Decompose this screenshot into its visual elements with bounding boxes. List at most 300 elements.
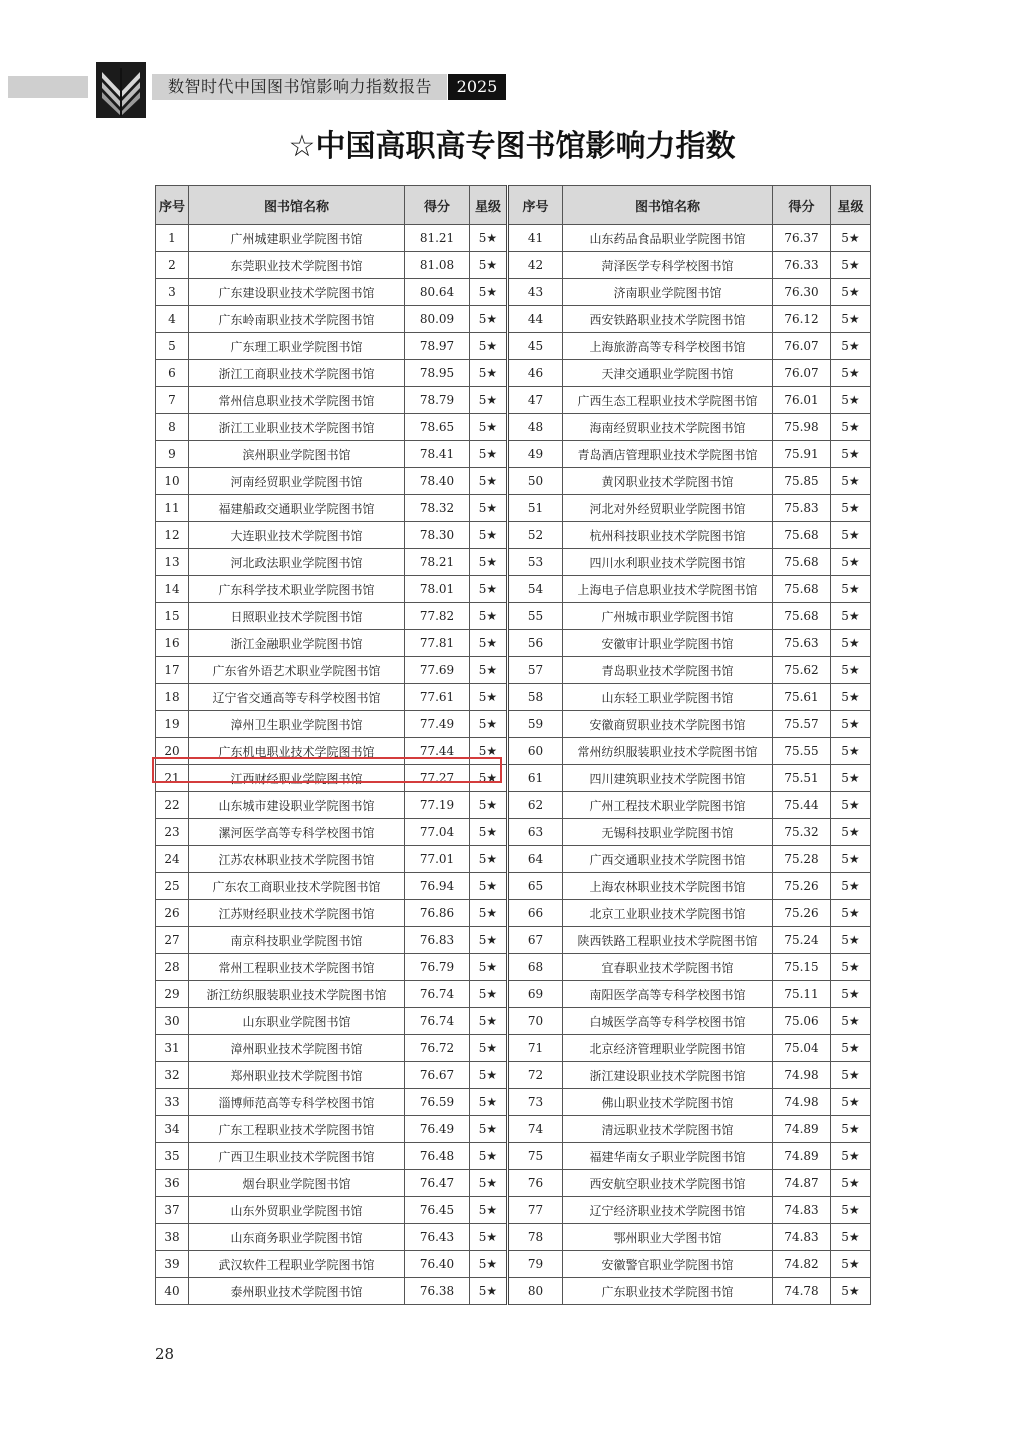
score-cell: 76.83 [405, 927, 470, 954]
score-cell: 80.64 [405, 279, 470, 306]
rank-cell: 64 [508, 846, 563, 873]
score-cell: 74.87 [773, 1170, 831, 1197]
star-rating-cell: 5★ [470, 306, 508, 333]
rank-cell: 45 [508, 333, 563, 360]
star-rating-cell: 5★ [470, 522, 508, 549]
rank-cell: 79 [508, 1251, 563, 1278]
column-header: 图书馆名称 [189, 186, 405, 225]
library-name-cell: 辽宁经济职业技术学院图书馆 [563, 1197, 773, 1224]
rank-cell: 12 [156, 522, 189, 549]
library-name-cell: 广东农工商职业技术学院图书馆 [189, 873, 405, 900]
score-cell: 78.95 [405, 360, 470, 387]
rank-cell: 34 [156, 1116, 189, 1143]
column-header: 序号 [508, 186, 563, 225]
library-name-cell: 漳州职业技术学院图书馆 [189, 1035, 405, 1062]
score-cell: 75.83 [773, 495, 831, 522]
score-cell: 74.98 [773, 1062, 831, 1089]
score-cell: 77.69 [405, 657, 470, 684]
star-rating-cell: 5★ [470, 225, 508, 252]
score-cell: 77.27 [405, 765, 470, 792]
library-name-cell: 浙江建设职业技术学院图书馆 [563, 1062, 773, 1089]
rank-cell: 74 [508, 1116, 563, 1143]
library-name-cell: 广东工程职业技术学院图书馆 [189, 1116, 405, 1143]
rank-cell: 19 [156, 711, 189, 738]
library-name-cell: 上海农林职业技术学院图书馆 [563, 873, 773, 900]
star-rating-cell: 5★ [831, 1062, 871, 1089]
rank-cell: 40 [156, 1278, 189, 1305]
rank-cell: 16 [156, 630, 189, 657]
star-rating-cell: 5★ [470, 1278, 508, 1305]
table-row [156, 549, 871, 576]
table-row [156, 225, 871, 252]
table-row [156, 981, 871, 1008]
score-cell: 76.33 [773, 252, 831, 279]
score-cell: 81.21 [405, 225, 470, 252]
star-rating-cell: 5★ [470, 792, 508, 819]
score-cell: 76.94 [405, 873, 470, 900]
star-rating-cell: 5★ [831, 927, 871, 954]
star-rating-cell: 5★ [831, 1170, 871, 1197]
library-name-cell: 江苏财经职业技术学院图书馆 [189, 900, 405, 927]
score-cell: 76.72 [405, 1035, 470, 1062]
score-cell: 75.11 [773, 981, 831, 1008]
rank-cell: 44 [508, 306, 563, 333]
book-logo-icon [96, 62, 146, 118]
score-cell: 75.98 [773, 414, 831, 441]
library-name-cell: 上海电子信息职业技术学院图书馆 [563, 576, 773, 603]
library-name-cell: 常州纺织服装职业技术学院图书馆 [563, 738, 773, 765]
score-cell: 76.47 [405, 1170, 470, 1197]
score-cell: 76.12 [773, 306, 831, 333]
score-cell: 75.91 [773, 441, 831, 468]
star-rating-cell: 5★ [470, 900, 508, 927]
star-rating-cell: 5★ [831, 765, 871, 792]
score-cell: 76.74 [405, 1008, 470, 1035]
table-row [156, 1062, 871, 1089]
star-rating-cell: 5★ [470, 1251, 508, 1278]
score-cell: 75.68 [773, 603, 831, 630]
table-row [156, 819, 871, 846]
rank-cell: 49 [508, 441, 563, 468]
rank-cell: 77 [508, 1197, 563, 1224]
rank-cell: 25 [156, 873, 189, 900]
library-name-cell: 佛山职业技术学院图书馆 [563, 1089, 773, 1116]
rank-cell: 71 [508, 1035, 563, 1062]
star-rating-cell: 5★ [831, 495, 871, 522]
rank-cell: 52 [508, 522, 563, 549]
table-row [156, 360, 871, 387]
rank-cell: 9 [156, 441, 189, 468]
library-name-cell: 广州城建职业学院图书馆 [189, 225, 405, 252]
rank-cell: 63 [508, 819, 563, 846]
score-cell: 78.40 [405, 468, 470, 495]
score-cell: 77.19 [405, 792, 470, 819]
rank-cell: 23 [156, 819, 189, 846]
star-rating-cell: 5★ [831, 603, 871, 630]
library-name-cell: 清远职业技术学院图书馆 [563, 1116, 773, 1143]
star-rating-cell: 5★ [831, 1008, 871, 1035]
library-name-cell: 安徽审计职业学院图书馆 [563, 630, 773, 657]
score-cell: 75.68 [773, 522, 831, 549]
library-name-cell: 无锡科技职业学院图书馆 [563, 819, 773, 846]
star-rating-cell: 5★ [470, 846, 508, 873]
library-name-cell: 江西财经职业学院图书馆 [189, 765, 405, 792]
score-cell: 76.38 [405, 1278, 470, 1305]
library-name-cell: 上海旅游高等专科学校图书馆 [563, 333, 773, 360]
score-cell: 74.89 [773, 1116, 831, 1143]
score-cell: 74.89 [773, 1143, 831, 1170]
score-cell: 75.51 [773, 765, 831, 792]
library-name-cell: 菏泽医学专科学校图书馆 [563, 252, 773, 279]
rank-cell: 50 [508, 468, 563, 495]
star-rating-cell: 5★ [831, 279, 871, 306]
library-name-cell: 广西卫生职业技术学院图书馆 [189, 1143, 405, 1170]
library-name-cell: 山东城市建设职业学院图书馆 [189, 792, 405, 819]
table-row [156, 387, 871, 414]
star-rating-cell: 5★ [831, 468, 871, 495]
star-rating-cell: 5★ [470, 711, 508, 738]
star-rating-cell: 5★ [470, 927, 508, 954]
score-cell: 75.85 [773, 468, 831, 495]
rank-cell: 78 [508, 1224, 563, 1251]
score-cell: 75.06 [773, 1008, 831, 1035]
library-name-cell: 常州信息职业技术学院图书馆 [189, 387, 405, 414]
library-name-cell: 山东职业学院图书馆 [189, 1008, 405, 1035]
star-rating-cell: 5★ [470, 1224, 508, 1251]
column-header: 星级 [470, 186, 508, 225]
library-name-cell: 广州工程技术职业学院图书馆 [563, 792, 773, 819]
star-rating-cell: 5★ [470, 549, 508, 576]
score-cell: 76.86 [405, 900, 470, 927]
library-name-cell: 四川建筑职业技术学院图书馆 [563, 765, 773, 792]
star-rating-cell: 5★ [831, 387, 871, 414]
rank-cell: 30 [156, 1008, 189, 1035]
rank-cell: 56 [508, 630, 563, 657]
rank-cell: 41 [508, 225, 563, 252]
score-cell: 76.30 [773, 279, 831, 306]
library-name-cell: 广东职业技术学院图书馆 [563, 1278, 773, 1305]
score-cell: 78.97 [405, 333, 470, 360]
library-name-cell: 济南职业学院图书馆 [563, 279, 773, 306]
table-row [156, 1008, 871, 1035]
library-name-cell: 河北政法职业学院图书馆 [189, 549, 405, 576]
score-cell: 75.26 [773, 900, 831, 927]
table-row [156, 657, 871, 684]
star-rating-cell: 5★ [470, 954, 508, 981]
star-rating-cell: 5★ [470, 1197, 508, 1224]
star-rating-cell: 5★ [470, 468, 508, 495]
star-rating-cell: 5★ [831, 981, 871, 1008]
library-name-cell: 广西交通职业技术学院图书馆 [563, 846, 773, 873]
rank-cell: 14 [156, 576, 189, 603]
score-cell: 77.61 [405, 684, 470, 711]
rank-cell: 53 [508, 549, 563, 576]
score-cell: 76.67 [405, 1062, 470, 1089]
table-row [156, 306, 871, 333]
score-cell: 75.63 [773, 630, 831, 657]
score-cell: 74.78 [773, 1278, 831, 1305]
star-rating-cell: 5★ [470, 279, 508, 306]
library-name-cell: 西安铁路职业技术学院图书馆 [563, 306, 773, 333]
rank-cell: 80 [508, 1278, 563, 1305]
column-header: 得分 [773, 186, 831, 225]
star-rating-cell: 5★ [831, 1116, 871, 1143]
star-rating-cell: 5★ [470, 873, 508, 900]
page-title: ☆中国高职高专图书馆影响力指数 [288, 129, 736, 164]
score-cell: 78.01 [405, 576, 470, 603]
score-cell: 78.65 [405, 414, 470, 441]
score-cell: 75.44 [773, 792, 831, 819]
score-cell: 74.82 [773, 1251, 831, 1278]
score-cell: 75.32 [773, 819, 831, 846]
score-cell: 76.07 [773, 360, 831, 387]
library-name-cell: 鄂州职业大学图书馆 [563, 1224, 773, 1251]
rank-cell: 76 [508, 1170, 563, 1197]
rank-cell: 59 [508, 711, 563, 738]
table-header-row [156, 186, 871, 225]
score-cell: 80.09 [405, 306, 470, 333]
library-name-cell: 山东外贸职业学院图书馆 [189, 1197, 405, 1224]
table-row [156, 414, 871, 441]
score-cell: 75.55 [773, 738, 831, 765]
rank-cell: 29 [156, 981, 189, 1008]
library-name-cell: 日照职业技术学院图书馆 [189, 603, 405, 630]
score-cell: 76.43 [405, 1224, 470, 1251]
score-cell: 76.74 [405, 981, 470, 1008]
score-cell: 78.30 [405, 522, 470, 549]
score-cell: 75.24 [773, 927, 831, 954]
star-rating-cell: 5★ [831, 1224, 871, 1251]
library-name-cell: 滨州职业学院图书馆 [189, 441, 405, 468]
table-row [156, 1035, 871, 1062]
score-cell: 75.62 [773, 657, 831, 684]
rank-cell: 43 [508, 279, 563, 306]
score-cell: 77.49 [405, 711, 470, 738]
score-cell: 81.08 [405, 252, 470, 279]
rank-cell: 5 [156, 333, 189, 360]
rank-cell: 4 [156, 306, 189, 333]
table-row [156, 1197, 871, 1224]
table-row [156, 873, 871, 900]
rank-cell: 66 [508, 900, 563, 927]
table-row [156, 711, 871, 738]
rank-cell: 22 [156, 792, 189, 819]
rank-cell: 37 [156, 1197, 189, 1224]
library-name-cell: 海南经贸职业技术学院图书馆 [563, 414, 773, 441]
score-cell: 75.57 [773, 711, 831, 738]
rank-cell: 38 [156, 1224, 189, 1251]
score-cell: 76.45 [405, 1197, 470, 1224]
star-rating-cell: 5★ [831, 711, 871, 738]
star-rating-cell: 5★ [470, 441, 508, 468]
star-rating-cell: 5★ [470, 1170, 508, 1197]
library-name-cell: 广东机电职业技术学院图书馆 [189, 738, 405, 765]
rank-cell: 48 [508, 414, 563, 441]
library-name-cell: 漯河医学高等专科学校图书馆 [189, 819, 405, 846]
rank-cell: 13 [156, 549, 189, 576]
score-cell: 76.49 [405, 1116, 470, 1143]
rank-cell: 3 [156, 279, 189, 306]
library-name-cell: 广西生态工程职业技术学院图书馆 [563, 387, 773, 414]
score-cell: 75.04 [773, 1035, 831, 1062]
library-name-cell: 辽宁省交通高等专科学校图书馆 [189, 684, 405, 711]
score-cell: 75.68 [773, 549, 831, 576]
library-name-cell: 广州城市职业学院图书馆 [563, 603, 773, 630]
rank-cell: 58 [508, 684, 563, 711]
rank-cell: 55 [508, 603, 563, 630]
library-name-cell: 大连职业技术学院图书馆 [189, 522, 405, 549]
table-row [156, 603, 871, 630]
library-name-cell: 天津交通职业学院图书馆 [563, 360, 773, 387]
library-name-cell: 杭州科技职业技术学院图书馆 [563, 522, 773, 549]
table-row [156, 927, 871, 954]
library-name-cell: 广东科学技术职业学院图书馆 [189, 576, 405, 603]
library-name-cell: 西安航空职业技术学院图书馆 [563, 1170, 773, 1197]
table-row [156, 1170, 871, 1197]
score-cell: 77.82 [405, 603, 470, 630]
ranking-table [155, 185, 871, 1305]
library-name-cell: 黄冈职业技术学院图书馆 [563, 468, 773, 495]
rank-cell: 26 [156, 900, 189, 927]
star-rating-cell: 5★ [831, 225, 871, 252]
library-name-cell: 南京科技职业学院图书馆 [189, 927, 405, 954]
score-cell: 75.26 [773, 873, 831, 900]
score-cell: 76.07 [773, 333, 831, 360]
library-name-cell: 广东省外语艺术职业学院图书馆 [189, 657, 405, 684]
star-rating-cell: 5★ [470, 981, 508, 1008]
score-cell: 78.41 [405, 441, 470, 468]
column-header: 序号 [156, 186, 189, 225]
star-rating-cell: 5★ [470, 576, 508, 603]
rank-cell: 31 [156, 1035, 189, 1062]
library-name-cell: 陕西铁路工程职业技术学院图书馆 [563, 927, 773, 954]
library-name-cell: 南阳医学高等专科学校图书馆 [563, 981, 773, 1008]
star-rating-cell: 5★ [470, 630, 508, 657]
library-name-cell: 安徽警官职业学院图书馆 [563, 1251, 773, 1278]
rank-cell: 61 [508, 765, 563, 792]
star-rating-cell: 5★ [831, 657, 871, 684]
star-rating-cell: 5★ [470, 603, 508, 630]
table-row [156, 576, 871, 603]
library-name-cell: 青岛酒店管理职业技术学院图书馆 [563, 441, 773, 468]
table-row [156, 954, 871, 981]
library-name-cell: 浙江工商职业技术学院图书馆 [189, 360, 405, 387]
star-rating-cell: 5★ [831, 441, 871, 468]
star-rating-cell: 5★ [470, 252, 508, 279]
star-rating-cell: 5★ [831, 360, 871, 387]
rank-cell: 27 [156, 927, 189, 954]
table-row [156, 1143, 871, 1170]
star-rating-cell: 5★ [470, 1143, 508, 1170]
table-row [156, 1116, 871, 1143]
score-cell: 76.01 [773, 387, 831, 414]
score-cell: 77.01 [405, 846, 470, 873]
rank-cell: 8 [156, 414, 189, 441]
library-name-cell: 宜春职业技术学院图书馆 [563, 954, 773, 981]
library-name-cell: 郑州职业技术学院图书馆 [189, 1062, 405, 1089]
star-rating-cell: 5★ [831, 306, 871, 333]
star-rating-cell: 5★ [831, 333, 871, 360]
report-year-badge: 2025 [448, 74, 506, 100]
library-name-cell: 东莞职业技术学院图书馆 [189, 252, 405, 279]
rank-cell: 62 [508, 792, 563, 819]
library-name-cell: 江苏农林职业技术学院图书馆 [189, 846, 405, 873]
star-rating-cell: 5★ [831, 1197, 871, 1224]
score-cell: 76.79 [405, 954, 470, 981]
library-name-cell: 河南经贸职业学院图书馆 [189, 468, 405, 495]
score-cell: 76.59 [405, 1089, 470, 1116]
star-rating-cell: 5★ [470, 360, 508, 387]
score-cell: 78.79 [405, 387, 470, 414]
table-row [156, 1251, 871, 1278]
score-cell: 74.98 [773, 1089, 831, 1116]
star-rating-cell: 5★ [831, 792, 871, 819]
star-rating-cell: 5★ [470, 738, 508, 765]
ranking-table-container [155, 185, 870, 1299]
library-name-cell: 武汉软件工程职业学院图书馆 [189, 1251, 405, 1278]
star-rating-cell: 5★ [831, 900, 871, 927]
table-row [156, 765, 871, 792]
library-name-cell: 青岛职业技术学院图书馆 [563, 657, 773, 684]
star-rating-cell: 5★ [470, 657, 508, 684]
star-rating-cell: 5★ [470, 1089, 508, 1116]
score-cell: 77.44 [405, 738, 470, 765]
library-name-cell: 淄博师范高等专科学校图书馆 [189, 1089, 405, 1116]
table-row [156, 1278, 871, 1305]
column-header: 星级 [831, 186, 871, 225]
table-row [156, 279, 871, 306]
star-rating-cell: 5★ [470, 765, 508, 792]
rank-cell: 72 [508, 1062, 563, 1089]
star-rating-cell: 5★ [831, 549, 871, 576]
rank-cell: 11 [156, 495, 189, 522]
star-rating-cell: 5★ [831, 873, 871, 900]
rank-cell: 68 [508, 954, 563, 981]
score-cell: 76.37 [773, 225, 831, 252]
library-name-cell: 福建华南女子职业学院图书馆 [563, 1143, 773, 1170]
table-body [156, 225, 871, 1305]
star-rating-cell: 5★ [470, 1116, 508, 1143]
table-row [156, 1224, 871, 1251]
table-row [156, 792, 871, 819]
rank-cell: 20 [156, 738, 189, 765]
rank-cell: 36 [156, 1170, 189, 1197]
page-number: 28 [155, 1345, 175, 1363]
star-rating-cell: 5★ [831, 414, 871, 441]
star-rating-cell: 5★ [831, 1143, 871, 1170]
rank-cell: 24 [156, 846, 189, 873]
rank-cell: 75 [508, 1143, 563, 1170]
score-cell: 77.81 [405, 630, 470, 657]
score-cell: 75.15 [773, 954, 831, 981]
library-name-cell: 浙江工业职业技术学院图书馆 [189, 414, 405, 441]
rank-cell: 46 [508, 360, 563, 387]
header-decor-bar [8, 76, 88, 98]
table-row [156, 333, 871, 360]
rank-cell: 2 [156, 252, 189, 279]
table-row [156, 900, 871, 927]
score-cell: 75.61 [773, 684, 831, 711]
star-rating-cell: 5★ [470, 333, 508, 360]
star-rating-cell: 5★ [470, 819, 508, 846]
rank-cell: 73 [508, 1089, 563, 1116]
rank-cell: 21 [156, 765, 189, 792]
rank-cell: 18 [156, 684, 189, 711]
rank-cell: 32 [156, 1062, 189, 1089]
table-row [156, 738, 871, 765]
score-cell: 74.83 [773, 1224, 831, 1251]
library-name-cell: 山东商务职业学院图书馆 [189, 1224, 405, 1251]
